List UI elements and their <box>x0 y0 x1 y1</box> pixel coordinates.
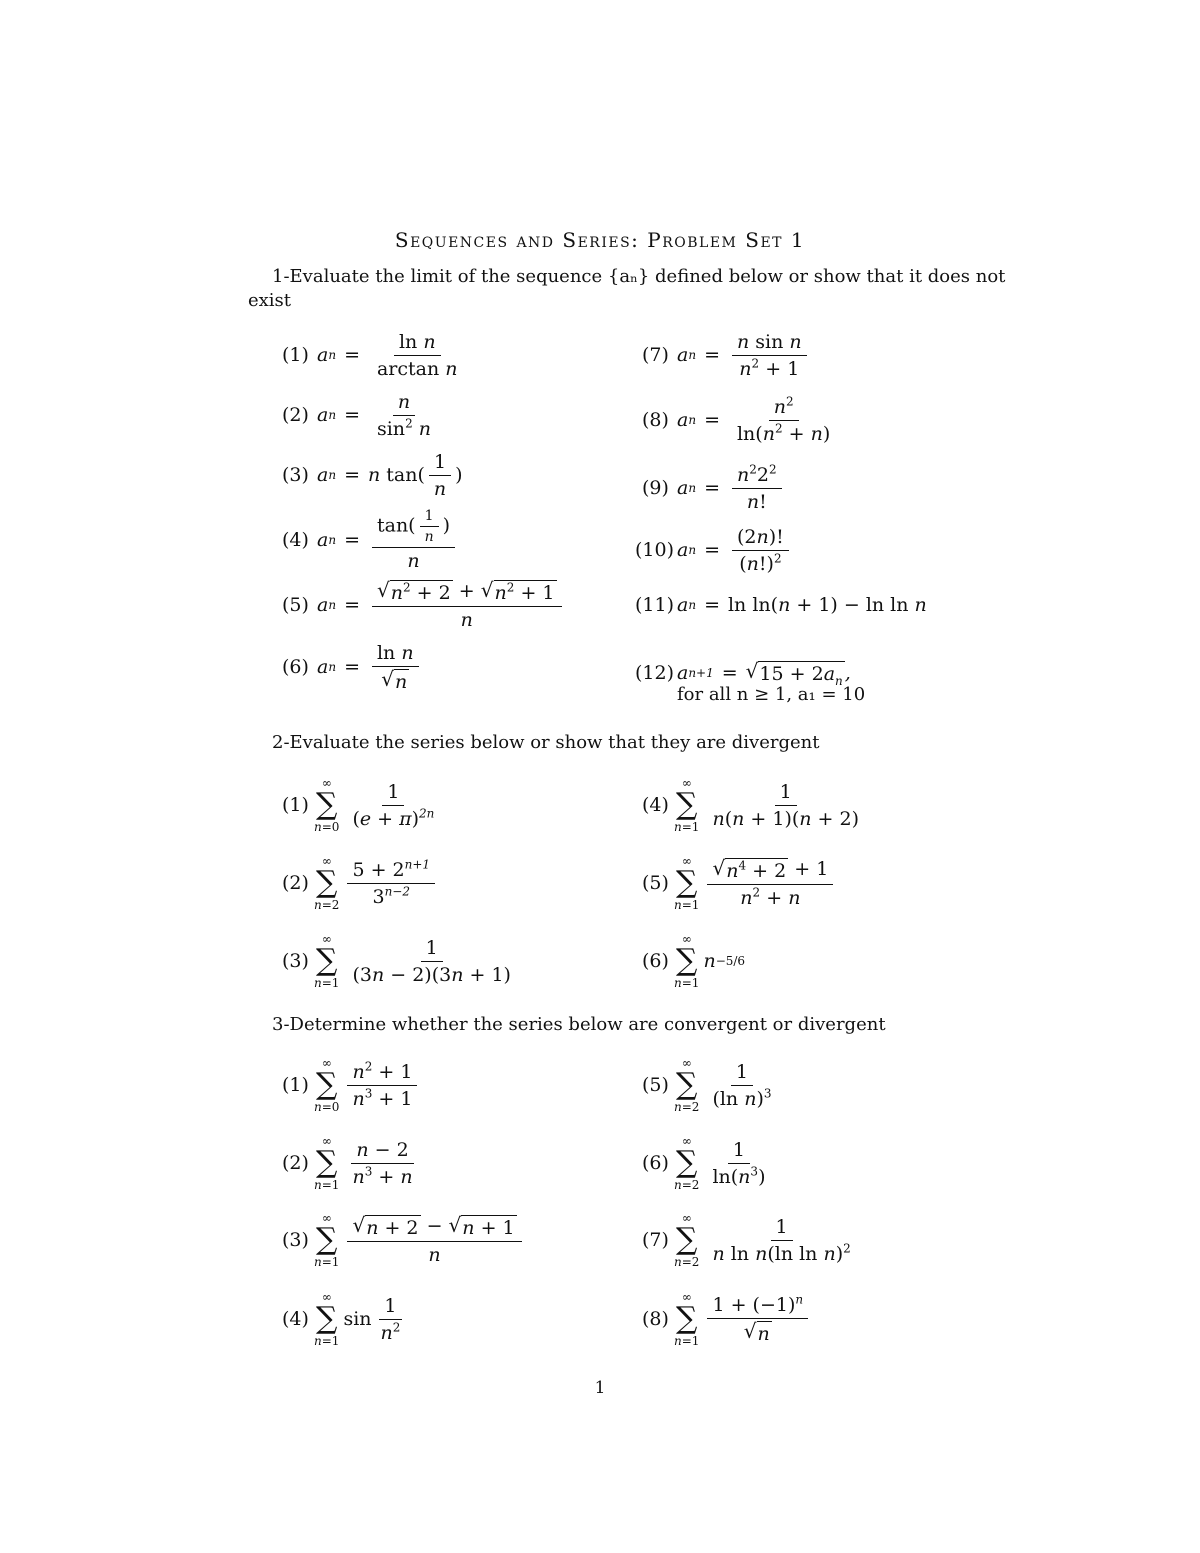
problem-label: (6) <box>642 950 669 972</box>
problem-label: (4) <box>282 1308 309 1330</box>
s2-problem-5 <box>642 848 1200 918</box>
formula: a n = √ $n^2 + 2$ + √ $n^2 + 1$ n <box>317 570 566 640</box>
sigma-symbol: ∞ ∑ n=2 <box>674 1056 700 1114</box>
s2-problem-6 <box>642 926 1200 996</box>
problem-label: (5) <box>642 872 669 894</box>
formula: a n = $\frac{\text{n sin n}}{n^2 + 1}$ <box>677 320 811 390</box>
problem-label: (12) <box>635 662 675 684</box>
problem-label: (5) <box>642 1074 669 1096</box>
sigma-symbol: ∞ ∑ n=1 <box>674 932 700 990</box>
problem-label: (2) <box>282 1152 309 1174</box>
problem-label: (9) <box>642 477 669 499</box>
sigma-symbol: ∞ ∑ n=1 <box>314 1290 340 1348</box>
formula: a n = $\frac{\text{ln n}}{\text{arctan n}}$ <box>317 330 458 380</box>
formula: ∞ ∑ n=0 $\frac{1}{(e + \pi)^{2n}}$ <box>314 776 435 834</box>
problem-label: (11) <box>635 594 675 616</box>
formula: a n = n tan( $\frac{1}{n}$ ) <box>317 450 463 500</box>
s1-problem-8 <box>642 385 1200 455</box>
section-3-instructions: 3-Determine whether the series below are convergent or divergent <box>272 1014 886 1035</box>
formula: a n = $\frac{n^2}{\ln(n^2 + n)}$ <box>677 394 831 445</box>
sigma-symbol: ∞ ∑ n=2 <box>314 854 340 912</box>
formula: a n = $\frac{n}{\sin^2 n}$ <box>317 390 431 440</box>
s1-problem-7 <box>642 320 1200 390</box>
formula: a n = tan( $\frac{1}{n}$ ) n <box>317 505 459 575</box>
problem-label: (2) <box>282 404 309 426</box>
problem-label: (6) <box>282 656 309 678</box>
formula: ∞ ∑ n=0 $\frac{n^2 + 1}{n^3 + 1}$ <box>314 1050 421 1120</box>
sigma-symbol: ∞ ∑ n=1 <box>314 932 340 990</box>
formula: ∞ ∑ n=2 $\frac{1}{\ln(n^3)}$ <box>674 1134 766 1192</box>
problem-label: (3) <box>282 1229 309 1251</box>
page-title: Sequences and Series: Problem Set 1 <box>394 228 806 252</box>
formula: ∞ ∑ n=1 $\frac{1}{(3n - 2)(3n + 1)}$ <box>314 932 511 990</box>
sigma-symbol: ∞ ∑ n=1 <box>674 1290 700 1348</box>
s3-problem-7 <box>642 1205 1200 1275</box>
sigma-symbol: ∞ ∑ n=2 <box>674 1211 700 1269</box>
problem-label: (3) <box>282 464 309 486</box>
sigma-symbol: ∞ ∑ n=1 <box>314 1134 340 1192</box>
formula: a n+1 = √ $15 + 2a_n$ , <box>677 659 851 688</box>
sigma-symbol: ∞ ∑ n=2 <box>674 1134 700 1192</box>
formula: ∞ ∑ n=2 $\frac{5 + 2^{n+1}}{3^{n-2}}$ <box>314 848 439 918</box>
formula: ∞ ∑ n=1 √ $n^4 + 2$ + 1 $n^2 + n$ <box>674 848 837 918</box>
problem-label: (3) <box>282 950 309 972</box>
problem-label: (7) <box>642 344 669 366</box>
sigma-symbol: ∞ ∑ n=0 <box>314 1056 340 1114</box>
formula: ∞ ∑ n=1 $\frac{n - 2}{n^3 + n}$ <box>314 1134 413 1192</box>
formula: ∞ ∑ n=1 n −5/6 <box>674 932 746 990</box>
formula: ∞ ∑ n=1 $\frac{1}{n(n + 1)(n + 2)}$ <box>674 776 860 834</box>
formula: a n = ln ln( n + 1) − ln ln n <box>677 594 927 616</box>
formula: a n = ln n √ n <box>317 632 423 702</box>
formula: ∞ ∑ n=2 $\frac{1}{n \ln n(\ln \ln n)^2}$ <box>674 1211 851 1269</box>
sigma-symbol: ∞ ∑ n=1 <box>674 854 700 912</box>
s3-problem-6 <box>642 1128 1200 1198</box>
formula: ∞ ∑ n=1 $1 + (-1)^n$ √ n <box>674 1284 812 1354</box>
problem-label: (1) <box>282 344 309 366</box>
formula: a n = $\frac{n^22^2}{n!}$ <box>677 453 786 523</box>
s1-problem-9 <box>642 453 1200 523</box>
problem-label: (8) <box>642 409 669 431</box>
s2-problem-4 <box>642 770 1200 840</box>
formula: ∞ ∑ n=1 sin $\frac{1}{n^2}$ <box>314 1290 401 1348</box>
problem-label: (2) <box>282 872 309 894</box>
formula: ∞ ∑ n=1 √ n + 2 − √ n + 1 n <box>314 1205 526 1275</box>
s1-problem-11 <box>635 570 1195 640</box>
sigma-symbol: ∞ ∑ n=0 <box>314 776 340 834</box>
sigma-symbol: ∞ ∑ n=1 <box>314 1211 340 1269</box>
section-1-line-2: exist <box>248 290 292 311</box>
section-2-instructions: 2-Evaluate the series below or show that they are divergent <box>272 732 820 753</box>
formula: ∞ ∑ n=2 $\frac{1}{(\ln n)^3}$ <box>674 1056 772 1114</box>
formula: a n = $\frac{(2n)!}{(n!)^2}$ <box>677 515 793 585</box>
problem-label: (7) <box>642 1229 669 1251</box>
sigma-symbol: ∞ ∑ n=1 <box>674 776 700 834</box>
problem-label: (1) <box>282 794 309 816</box>
problem-label: (5) <box>282 594 309 616</box>
s3-problem-8 <box>642 1284 1200 1354</box>
problem-label: (10) <box>635 539 675 561</box>
problem-label: (6) <box>642 1152 669 1174</box>
section-1-line-1: 1-Evaluate the limit of the sequence {aₙ} defined below or show that it does not <box>272 266 1006 287</box>
problem-label: (4) <box>642 794 669 816</box>
problem-label: (8) <box>642 1308 669 1330</box>
s3-problem-5 <box>642 1050 1200 1120</box>
section-1-instructions <box>272 265 1005 289</box>
page-number: 1 <box>594 1378 606 1398</box>
problem-label: (4) <box>282 529 309 551</box>
s1-problem-12-condition: for all n ≥ 1, a₁ = 10 <box>677 684 866 705</box>
problem-label: (1) <box>282 1074 309 1096</box>
